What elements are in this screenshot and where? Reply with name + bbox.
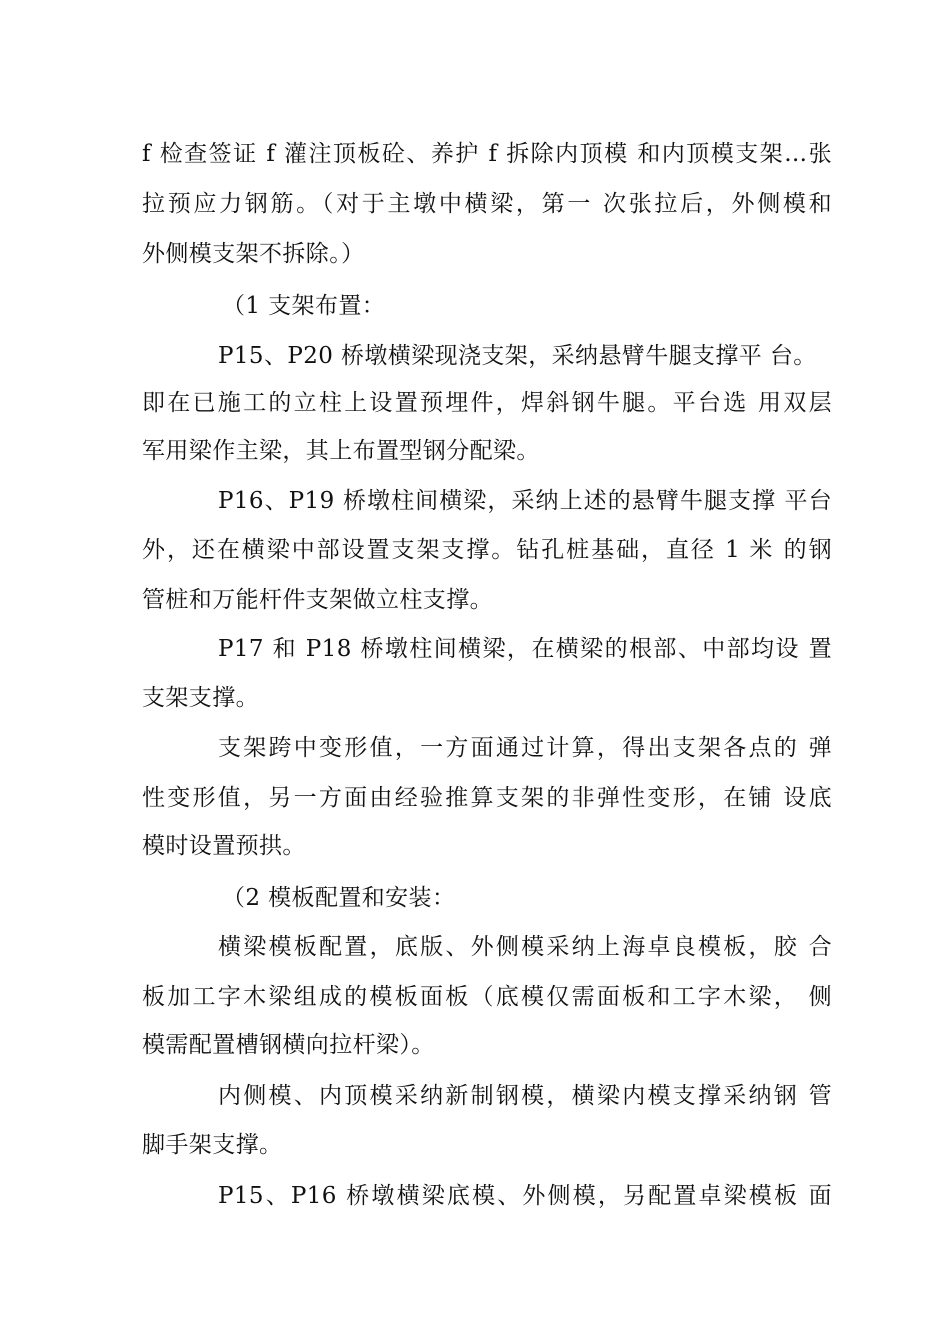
text-line-3: 外侧模支架不拆除。） [142, 241, 365, 267]
text-line-11: P17 和 P18 桥墩柱间横梁，在横梁的根部、中部均设 置 [218, 636, 832, 662]
text-line-7: 军用梁作主梁，其上布置型钢分配梁。 [142, 438, 540, 464]
text-line-19: 模需配置槽钢横向拉杆梁）。 [142, 1032, 435, 1058]
text-line-5: P15、P20 桥墩横梁现浇支架，采纳悬臂牛腿支撑平 台。 [218, 343, 817, 369]
text-line-2: 拉预应力钢筋。（对于主墩中横梁，第一 次张拉后，外侧模和 [142, 191, 832, 217]
text-line-20: 内侧模、内顶模采纳新制钢模，横梁内模支撑采纳钢 管 [218, 1083, 832, 1109]
text-line-8: P16、P19 桥墩柱间横梁，采纳上述的悬臂牛腿支撑 平台 [218, 488, 832, 514]
text-line-1: f 检查签证 f 灌注顶板砼、养护 f 拆除内顶模 和内顶模支架…张 [142, 141, 832, 167]
text-line-14: 性变形值，另一方面由经验推算支架的非弹性变形，在铺 设底 [142, 785, 832, 811]
text-line-13: 支架跨中变形值，一方面通过计算，得出支架各点的 弹 [218, 735, 832, 761]
text-line-15: 模时设置预拱。 [142, 833, 306, 859]
text-line-17: 横梁模板配置，底版、外侧模采纳上海卓良模板，胶 合 [218, 934, 832, 960]
text-line-22: P15、P16 桥墩横梁底模、外侧模，另配置卓梁模板 面 [218, 1183, 832, 1209]
text-line-18: 板加工字木梁组成的模板面板（底模仅需面板和工字木梁， 侧 [142, 984, 832, 1010]
text-line-9: 外，还在横梁中部设置支架支撑。钻孔桩基础，直径 1 米 的钢 [142, 537, 832, 563]
text-line-10: 管桩和万能杆件支架做立柱支撑。 [142, 587, 493, 613]
section-heading-1: （1 支架布置： [222, 293, 386, 319]
text-line-12: 支架支撑。 [142, 685, 259, 711]
text-line-21: 脚手架支撑。 [142, 1132, 283, 1158]
text-line-6: 即在已施工的立柱上设置预埋件，焊斜钢牛腿。平台选 用双层 [142, 390, 832, 416]
section-heading-2: （2 模板配置和安装： [222, 885, 456, 911]
